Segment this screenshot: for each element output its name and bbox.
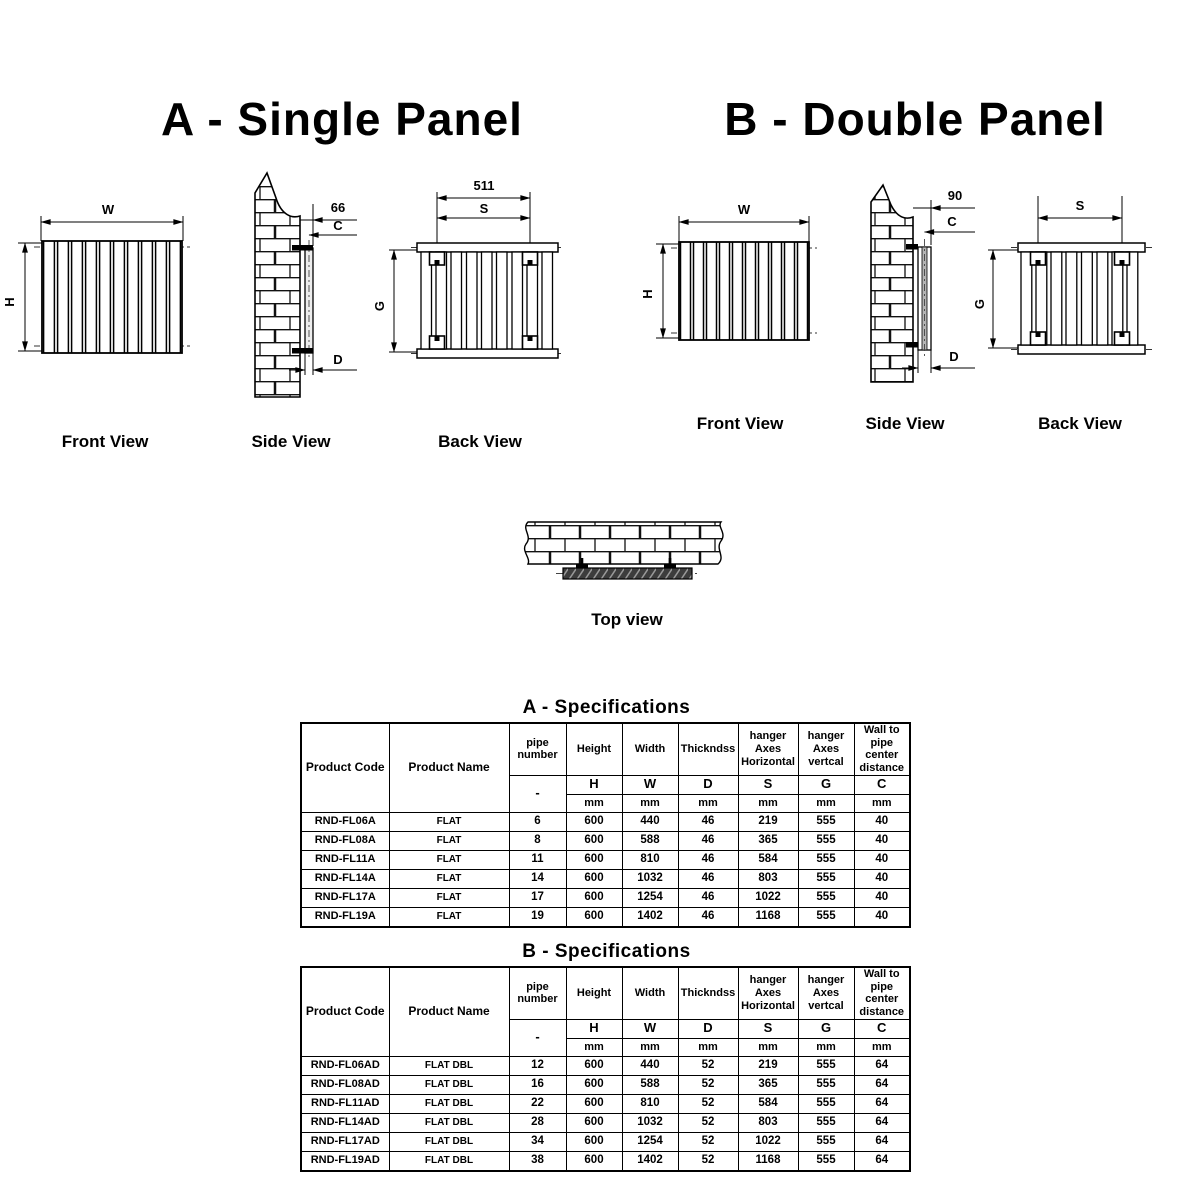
spec-cell: 40 <box>854 888 910 907</box>
col-header-product-code: Product Code <box>301 967 389 1056</box>
spec-cell: 555 <box>798 850 854 869</box>
table-row <box>301 1075 910 1094</box>
a-back-s-label: S <box>479 201 489 216</box>
spec-cell: RND-FL19AD <box>301 1151 389 1171</box>
spec-cell: 1402 <box>622 1151 678 1171</box>
spec-cell: 600 <box>566 869 622 888</box>
a-front-view-label: Front View <box>61 432 149 451</box>
spec-cell: 46 <box>678 869 738 888</box>
col-header-product-code: Product Code <box>301 723 389 812</box>
table-row <box>301 888 910 907</box>
spec-cell: 600 <box>566 888 622 907</box>
spec-cell: 17 <box>509 888 566 907</box>
table-row <box>301 812 910 831</box>
spec-cell: 64 <box>854 1113 910 1132</box>
spec-cell: FLAT DBL <box>389 1151 509 1171</box>
spec-cell: 52 <box>678 1113 738 1132</box>
spec-cell: RND-FL11AD <box>301 1094 389 1113</box>
a-side-d-label: D <box>333 352 343 367</box>
b-side-wall <box>871 185 913 382</box>
a-side-offset-label: 66 <box>330 200 346 215</box>
col-header-height: Height <box>566 967 622 1019</box>
spec-cell: 1168 <box>738 907 798 927</box>
b-side-view-drawing <box>860 160 995 410</box>
b-side-dim-c <box>925 214 976 232</box>
spec-cell: 1254 <box>622 888 678 907</box>
unit-cell: mm <box>622 1038 678 1056</box>
spec-cell: 40 <box>854 850 910 869</box>
b-back-s-label: S <box>1075 198 1085 213</box>
spec-cell: 555 <box>798 831 854 850</box>
table-header-row <box>301 967 910 1019</box>
col-header-width: Width <box>622 967 678 1019</box>
spec-cell: 600 <box>566 1075 622 1094</box>
col-header-product-name: Product Name <box>389 967 509 1056</box>
unit-cell: mm <box>678 1038 738 1056</box>
col-header-hanger-vertical: hanger Axes vertcal <box>798 723 854 775</box>
table-row <box>301 907 910 927</box>
spec-cell: 11 <box>509 850 566 869</box>
table-header-row <box>301 723 910 775</box>
spec-cell: 803 <box>738 869 798 888</box>
unit-cell: mm <box>738 794 798 812</box>
b-front-w-label: W <box>737 202 751 217</box>
a-front-h-label: H <box>2 297 17 307</box>
spec-cell: 555 <box>798 1094 854 1113</box>
spec-cell: 1032 <box>622 1113 678 1132</box>
spec-cell: FLAT <box>389 869 509 888</box>
spec-cell: 16 <box>509 1075 566 1094</box>
spec-cell: FLAT <box>389 850 509 869</box>
spec-cell: 52 <box>678 1094 738 1113</box>
spec-a-table <box>300 722 911 928</box>
spec-cell: FLAT <box>389 812 509 831</box>
spec-cell: 40 <box>854 831 910 850</box>
col-header-hanger-vertical: hanger Axes vertcal <box>798 967 854 1019</box>
section-a-title: A - Single Panel <box>161 93 523 145</box>
b-front-dim-width <box>679 202 809 244</box>
spec-cell: 64 <box>854 1094 910 1113</box>
a-back-span-value-label: 511 <box>473 178 495 193</box>
unit-cell: mm <box>566 794 622 812</box>
spec-cell: 40 <box>854 869 910 888</box>
spec-cell: 8 <box>509 831 566 850</box>
spec-cell: 810 <box>622 850 678 869</box>
a-front-radiator <box>34 241 190 353</box>
spec-cell: RND-FL17A <box>301 888 389 907</box>
b-side-dim-offset <box>913 188 975 245</box>
a-back-g-label: G <box>372 300 387 312</box>
spec-cell: 600 <box>566 1094 622 1113</box>
spec-cell: RND-FL17AD <box>301 1132 389 1151</box>
b-back-g-label: G <box>972 298 987 310</box>
b-front-dim-height <box>640 244 681 338</box>
col-header-wall-distance: Wall to pipe center distance <box>854 723 910 775</box>
a-side-bracket-top <box>292 245 313 251</box>
spec-b-table <box>300 966 911 1172</box>
spec-cell: 64 <box>854 1132 910 1151</box>
spec-cell: 555 <box>798 869 854 888</box>
spec-cell: 46 <box>678 850 738 869</box>
spec-cell: RND-FL11A <box>301 850 389 869</box>
spec-cell: 46 <box>678 888 738 907</box>
spec-cell: 440 <box>622 812 678 831</box>
a-side-c-label: C <box>333 218 343 233</box>
table-row <box>301 1151 910 1171</box>
b-front-radiator <box>671 242 817 340</box>
spec-a-title: A - Specifications <box>522 697 691 718</box>
spec-cell: 584 <box>738 1094 798 1113</box>
spec-cell: 803 <box>738 1113 798 1132</box>
spec-cell: FLAT DBL <box>389 1075 509 1094</box>
b-side-offset-label: 90 <box>947 188 963 203</box>
spec-cell: 1254 <box>622 1132 678 1151</box>
symbol-cell: D <box>678 775 738 794</box>
a-side-dim-offset <box>300 200 357 246</box>
spec-cell: 52 <box>678 1132 738 1151</box>
spec-cell: FLAT DBL <box>389 1132 509 1151</box>
spec-cell: RND-FL06AD <box>301 1056 389 1075</box>
spec-cell: 588 <box>622 1075 678 1094</box>
b-back-dim-g <box>972 250 1018 348</box>
spec-cell: 555 <box>798 888 854 907</box>
b-side-bracket-top <box>906 244 918 250</box>
unit-cell: mm <box>798 1038 854 1056</box>
spec-cell: 600 <box>566 1056 622 1075</box>
spec-cell: 1022 <box>738 888 798 907</box>
spec-cell: 219 <box>738 812 798 831</box>
b-front-view-label: Front View <box>696 414 784 433</box>
table-row <box>301 1056 910 1075</box>
spec-cell: FLAT <box>389 888 509 907</box>
spec-cell: 28 <box>509 1113 566 1132</box>
a-side-wall <box>255 173 300 397</box>
a-back-view-drawing <box>372 160 570 410</box>
b-front-view-drawing <box>640 192 850 357</box>
spec-cell: 600 <box>566 907 622 927</box>
symbol-cell: S <box>738 775 798 794</box>
spec-cell: 555 <box>798 1151 854 1171</box>
spec-cell: 1168 <box>738 1151 798 1171</box>
spec-cell: 365 <box>738 831 798 850</box>
spec-cell: FLAT <box>389 831 509 850</box>
symbol-cell: - <box>509 1019 566 1056</box>
a-front-view-drawing <box>0 192 210 372</box>
a-front-dim-width <box>41 202 183 241</box>
spec-cell: RND-FL14A <box>301 869 389 888</box>
a-front-w-label: W <box>101 202 115 217</box>
b-side-c-label: C <box>947 214 957 229</box>
symbol-cell: H <box>566 775 622 794</box>
spec-cell: 52 <box>678 1075 738 1094</box>
spec-cell: 64 <box>854 1075 910 1094</box>
spec-cell: 52 <box>678 1056 738 1075</box>
spec-cell: 365 <box>738 1075 798 1094</box>
spec-cell: 600 <box>566 850 622 869</box>
spec-cell: 555 <box>798 812 854 831</box>
b-front-h-label: H <box>640 289 655 299</box>
spec-cell: RND-FL08AD <box>301 1075 389 1094</box>
spec-cell: 440 <box>622 1056 678 1075</box>
spec-cell: RND-FL14AD <box>301 1113 389 1132</box>
spec-cell: 810 <box>622 1094 678 1113</box>
spec-cell: 64 <box>854 1056 910 1075</box>
a-back-dim-g <box>372 250 417 352</box>
section-b-title: B - Double Panel <box>724 93 1106 145</box>
col-header-thickness: Thickndss <box>678 723 738 775</box>
spec-cell: 600 <box>566 1151 622 1171</box>
col-header-height: Height <box>566 723 622 775</box>
spec-cell: RND-FL06A <box>301 812 389 831</box>
spec-b-title: B - Specifications <box>522 941 691 962</box>
table-row <box>301 1113 910 1132</box>
b-back-radiator <box>1011 243 1152 354</box>
top-view-drawing <box>520 512 735 592</box>
a-back-radiator <box>411 243 564 358</box>
spec-cell: 555 <box>798 1056 854 1075</box>
symbol-cell: S <box>738 1019 798 1038</box>
symbol-cell: G <box>798 1019 854 1038</box>
spec-cell: 19 <box>509 907 566 927</box>
symbol-cell: D <box>678 1019 738 1038</box>
spec-cell: 588 <box>622 831 678 850</box>
spec-cell: 38 <box>509 1151 566 1171</box>
unit-cell: mm <box>622 794 678 812</box>
spec-cell: 555 <box>798 907 854 927</box>
a-side-bracket-bottom <box>292 348 313 354</box>
spec-cell: FLAT <box>389 907 509 927</box>
col-header-hanger-horizontal: hanger Axes Horizontal <box>738 967 798 1019</box>
table-row <box>301 1132 910 1151</box>
a-back-view-label: Back View <box>438 432 522 451</box>
unit-cell: mm <box>854 1038 910 1056</box>
spec-cell: 46 <box>678 812 738 831</box>
spec-cell: FLAT DBL <box>389 1056 509 1075</box>
col-header-pipe-number: pipe number <box>509 967 566 1019</box>
col-header-wall-distance: Wall to pipe center distance <box>854 967 910 1019</box>
spec-cell: 555 <box>798 1075 854 1094</box>
a-side-dim-c <box>309 218 357 235</box>
spec-cell: 600 <box>566 831 622 850</box>
a-front-dim-height <box>2 243 43 351</box>
symbol-cell: G <box>798 775 854 794</box>
spec-cell: 14 <box>509 869 566 888</box>
spec-cell: 600 <box>566 1132 622 1151</box>
spec-cell: 40 <box>854 812 910 831</box>
symbol-cell: - <box>509 775 566 812</box>
unit-cell: mm <box>798 794 854 812</box>
symbol-cell: C <box>854 775 910 794</box>
spec-cell: 64 <box>854 1151 910 1171</box>
spec-cell: 52 <box>678 1151 738 1171</box>
col-header-pipe-number: pipe number <box>509 723 566 775</box>
spec-cell: 584 <box>738 850 798 869</box>
top-view-panel <box>556 568 700 579</box>
unit-cell: mm <box>678 794 738 812</box>
a-side-view-drawing <box>245 160 370 410</box>
spec-cell: RND-FL19A <box>301 907 389 927</box>
symbol-cell: W <box>622 775 678 794</box>
spec-cell: 555 <box>798 1113 854 1132</box>
b-side-view-label: Side View <box>865 414 945 433</box>
spec-cell: 46 <box>678 831 738 850</box>
b-side-bracket-bottom <box>906 342 918 348</box>
b-side-d-label: D <box>949 349 959 364</box>
spec-cell: 12 <box>509 1056 566 1075</box>
col-header-product-name: Product Name <box>389 723 509 812</box>
top-view-label: Top view <box>591 610 663 629</box>
col-header-thickness: Thickndss <box>678 967 738 1019</box>
spec-cell: 555 <box>798 1132 854 1151</box>
spec-cell: 600 <box>566 1113 622 1132</box>
unit-cell: mm <box>566 1038 622 1056</box>
spec-cell: 219 <box>738 1056 798 1075</box>
spec-cell: 46 <box>678 907 738 927</box>
spec-cell: 6 <box>509 812 566 831</box>
spec-cell: 34 <box>509 1132 566 1151</box>
spec-cell: FLAT DBL <box>389 1113 509 1132</box>
spec-cell: RND-FL08A <box>301 831 389 850</box>
a-side-view-label: Side View <box>251 432 331 451</box>
spec-cell: 1032 <box>622 869 678 888</box>
col-header-hanger-horizontal: hanger Axes Horizontal <box>738 723 798 775</box>
col-header-width: Width <box>622 723 678 775</box>
b-back-view-drawing <box>972 160 1173 410</box>
unit-cell: mm <box>854 794 910 812</box>
symbol-cell: C <box>854 1019 910 1038</box>
spec-cell: FLAT DBL <box>389 1094 509 1113</box>
table-row <box>301 850 910 869</box>
symbol-cell: W <box>622 1019 678 1038</box>
spec-cell: 22 <box>509 1094 566 1113</box>
spec-cell: 40 <box>854 907 910 927</box>
table-row <box>301 869 910 888</box>
spec-cell: 600 <box>566 812 622 831</box>
top-view-wall <box>525 522 723 564</box>
table-row <box>301 831 910 850</box>
spec-cell: 1022 <box>738 1132 798 1151</box>
symbol-cell: H <box>566 1019 622 1038</box>
table-row <box>301 1094 910 1113</box>
spec-cell: 1402 <box>622 907 678 927</box>
unit-cell: mm <box>738 1038 798 1056</box>
b-back-view-label: Back View <box>1038 414 1122 433</box>
